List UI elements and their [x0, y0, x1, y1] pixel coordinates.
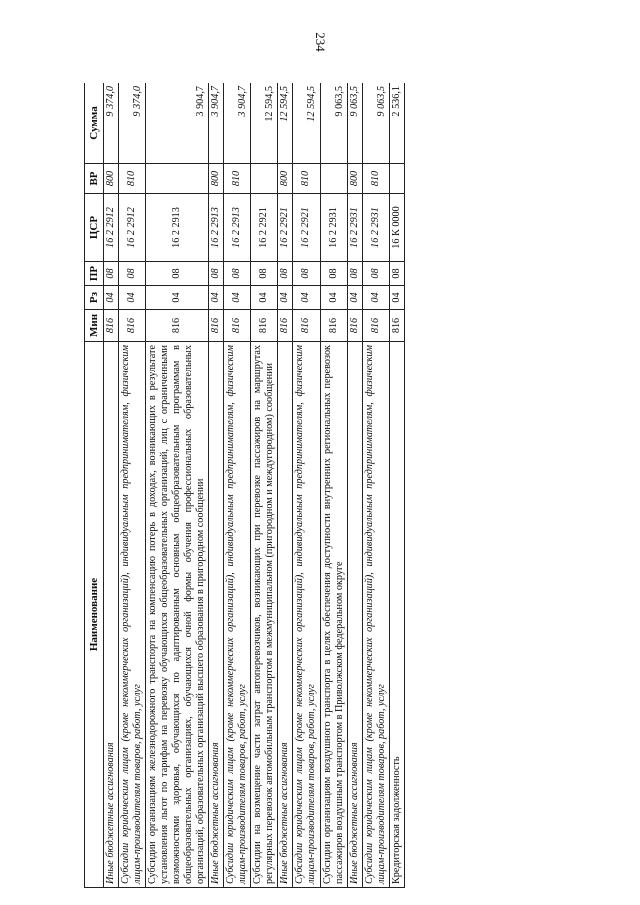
row-min: 816 — [347, 310, 362, 342]
row-csr: 16 2 2921 — [251, 194, 278, 262]
row-vr — [320, 164, 347, 194]
row-sum: 12 594,5 — [251, 83, 278, 164]
row-name: Субсидии организациям воздушного транспорта в целях обеспечения доступности внутренних региональных перевозок пассажиров воздушным транспортом в Приволжском федеральном округе — [320, 342, 347, 888]
row-rz: 04 — [104, 286, 119, 310]
row-pr: 08 — [293, 262, 320, 286]
table-wrapper — [84, 83, 556, 888]
row-rz: 04 — [119, 286, 146, 310]
row-sum: 9 063,5 — [320, 83, 347, 164]
header-min: Мин — [85, 310, 104, 342]
row-sum: 9 063,5 — [347, 83, 362, 164]
row-csr: 16 2 2931 — [320, 194, 347, 262]
row-csr: 16 2 2931 — [362, 194, 389, 262]
row-vr: 800 — [278, 164, 293, 194]
row-rz: 04 — [293, 286, 320, 310]
row-min: 816 — [389, 310, 404, 342]
table-row — [320, 83, 347, 888]
row-min: 816 — [362, 310, 389, 342]
row-vr: 810 — [224, 164, 251, 194]
row-min: 816 — [320, 310, 347, 342]
row-csr: 16 2 2913 — [209, 194, 224, 262]
table-row — [347, 83, 362, 888]
row-rz: 04 — [362, 286, 389, 310]
table-row — [251, 83, 278, 888]
header-pr: ПР — [85, 262, 104, 286]
row-name: Иные бюджетные ассигнования — [278, 342, 293, 888]
row-pr: 08 — [278, 262, 293, 286]
row-min: 816 — [209, 310, 224, 342]
row-rz: 04 — [251, 286, 278, 310]
row-name: Кредиторская задолженность — [389, 342, 404, 888]
row-csr: 16 2 2921 — [293, 194, 320, 262]
row-vr — [251, 164, 278, 194]
row-csr: 16 2 2913 — [146, 194, 209, 262]
row-rz: 04 — [224, 286, 251, 310]
row-pr: 08 — [320, 262, 347, 286]
row-sum: 2 536,1 — [389, 83, 404, 164]
row-csr: 16 2 2931 — [347, 194, 362, 262]
table-row — [278, 83, 293, 888]
row-csr: 16 2 2913 — [224, 194, 251, 262]
header-row — [85, 83, 104, 888]
row-rz: 04 — [320, 286, 347, 310]
row-csr: 16 2 2912 — [104, 194, 119, 262]
header-rz: Рз — [85, 286, 104, 310]
row-min: 816 — [251, 310, 278, 342]
row-sum: 3 904,7 — [224, 83, 251, 164]
header-csr: ЦСР — [85, 194, 104, 262]
row-name: Иные бюджетные ассигнования — [209, 342, 224, 888]
table-row — [209, 83, 224, 888]
row-vr: 800 — [104, 164, 119, 194]
row-vr: 800 — [347, 164, 362, 194]
row-csr: 16 К 0000 — [389, 194, 404, 262]
row-sum: 3 904,7 — [209, 83, 224, 164]
row-name: Субсидии юридическим лицам (кроме некоммерческих организаций), индивидуальным предпринимателям, физическим лицам-производителям товаров, работ, услуг — [119, 342, 146, 888]
row-min: 816 — [293, 310, 320, 342]
table-row — [119, 83, 146, 888]
row-pr: 08 — [347, 262, 362, 286]
row-min: 816 — [278, 310, 293, 342]
row-vr: 810 — [119, 164, 146, 194]
row-vr — [146, 164, 209, 194]
table-row — [104, 83, 119, 888]
row-sum: 12 594,5 — [293, 83, 320, 164]
row-name: Иные бюджетные ассигнования — [347, 342, 362, 888]
row-pr: 08 — [389, 262, 404, 286]
row-vr: 800 — [209, 164, 224, 194]
row-min: 816 — [224, 310, 251, 342]
table-row — [293, 83, 320, 888]
row-min: 816 — [104, 310, 119, 342]
table-row — [389, 83, 404, 888]
row-sum: 9 063,5 — [362, 83, 389, 164]
row-name: Субсидии юридическим лицам (кроме некоммерческих организаций), индивидуальным предпринимателям, физическим лицам-производителям товаров, работ, услуг — [224, 342, 251, 888]
row-rz: 04 — [389, 286, 404, 310]
row-rz: 04 — [146, 286, 209, 310]
row-csr: 16 2 2921 — [278, 194, 293, 262]
row-name: Субсидии юридическим лицам (кроме некоммерческих организаций), индивидуальным предпринимателям, физическим лицам-производителям товаров, работ, услуг — [362, 342, 389, 888]
row-name: Иные бюджетные ассигнования — [104, 342, 119, 888]
row-pr: 08 — [119, 262, 146, 286]
header-name: Наименование — [85, 342, 104, 888]
row-name: Субсидии на возмещение части затрат автоперевозчиков, возникающих при перевозке пассажиров на маршрутах регулярных перевозок автомобильным транспортом в межмуниципальном (пригородном и междугородном) сообщении — [251, 342, 278, 888]
budget-table — [84, 83, 405, 888]
table-row — [224, 83, 251, 888]
header-vr: ВР — [85, 164, 104, 194]
row-pr: 08 — [362, 262, 389, 286]
row-pr: 08 — [209, 262, 224, 286]
table-row — [362, 83, 389, 888]
table-row — [146, 83, 209, 888]
row-pr: 08 — [104, 262, 119, 286]
row-name: Субсидии юридическим лицам (кроме некоммерческих организаций), индивидуальным предпринимателям, физическим лицам-производителям товаров, работ, услуг — [293, 342, 320, 888]
row-pr: 08 — [224, 262, 251, 286]
row-pr: 08 — [146, 262, 209, 286]
row-rz: 04 — [209, 286, 224, 310]
rotated-page — [84, 83, 556, 888]
row-vr: 810 — [293, 164, 320, 194]
row-rz: 04 — [347, 286, 362, 310]
row-vr — [389, 164, 404, 194]
row-csr: 16 2 2912 — [119, 194, 146, 262]
row-sum: 3 904,7 — [146, 83, 209, 164]
row-rz: 04 — [278, 286, 293, 310]
row-min: 816 — [119, 310, 146, 342]
header-sum: Сумма — [85, 83, 104, 164]
row-sum: 9 374,0 — [104, 83, 119, 164]
row-sum: 12 594,5 — [278, 83, 293, 164]
row-vr: 810 — [362, 164, 389, 194]
row-min: 816 — [146, 310, 209, 342]
page-number: 234 — [313, 32, 328, 52]
row-pr: 08 — [251, 262, 278, 286]
row-sum: 9 374,0 — [119, 83, 146, 164]
row-name: Субсидии организациям железнодорожного транспорта на компенсацию потерь в доходах, возникающих в результате установления льгот по тарифам на перевозку обучающихся общеобразовательных организаций, лиц с ограниченными возможностями здоровья, обучающихся по адаптированным основным общеобразовательным программам в общеобразовательных организациях, обучающихся очной формы обучения профессиональных образовательных организаций, образовательных организаций высшего образования в пригородном сообщении — [146, 342, 209, 888]
